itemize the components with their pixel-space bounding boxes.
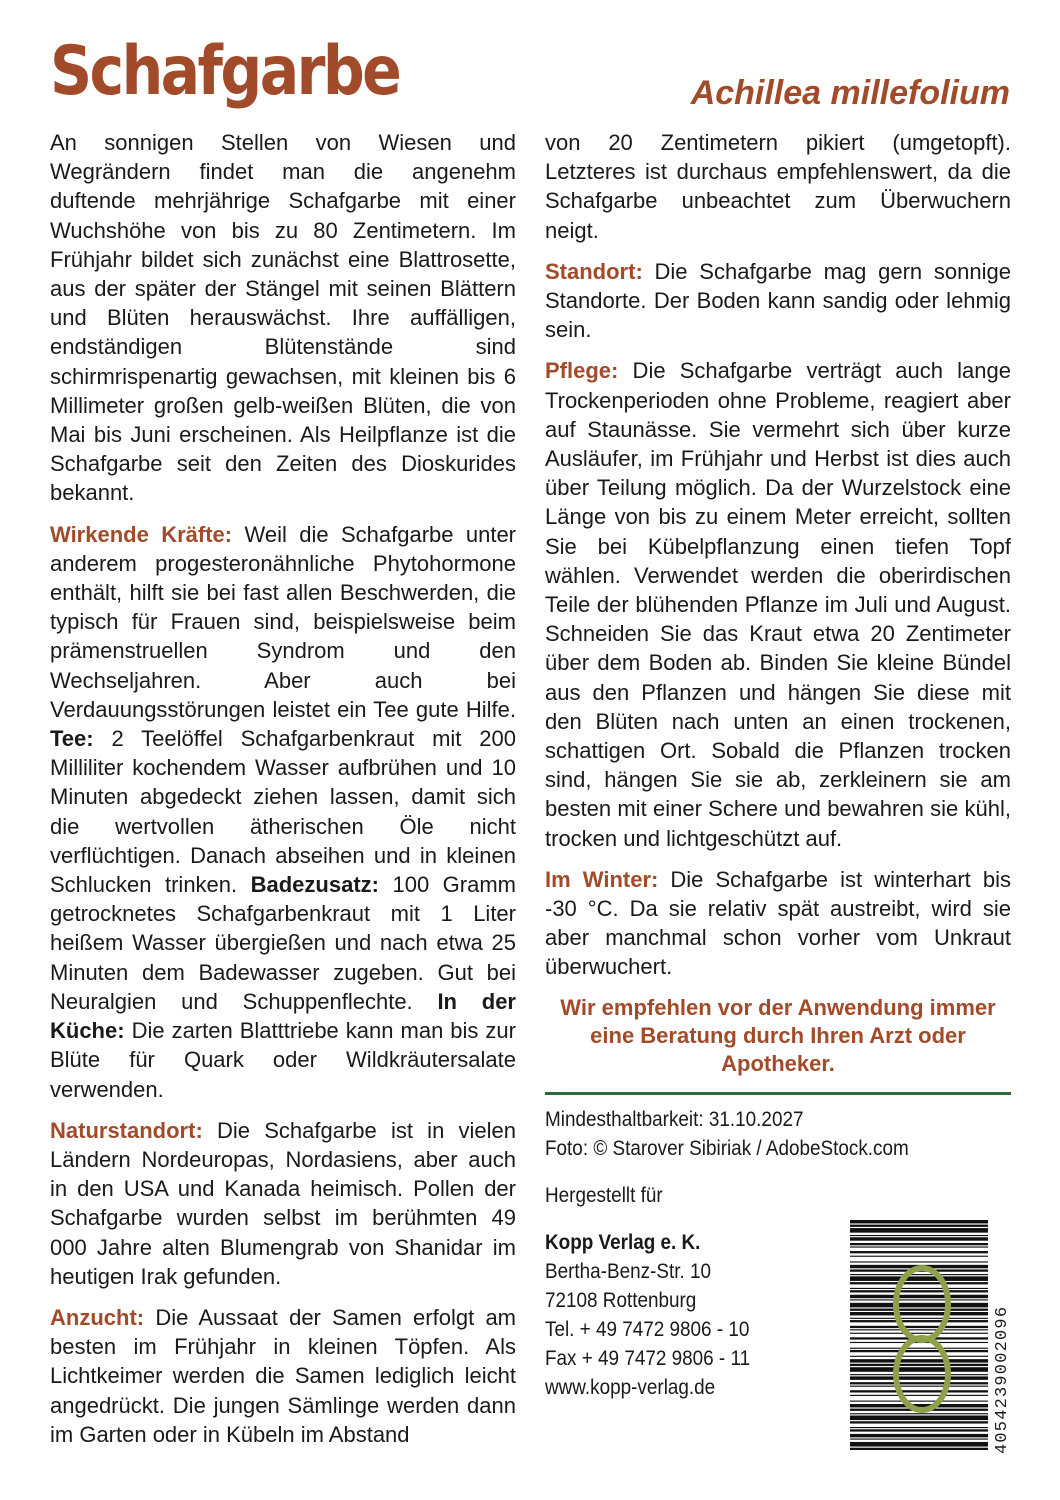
- barcode-bar: [850, 1416, 988, 1421]
- barcode-bar: [850, 1276, 988, 1281]
- barcode-bar: [850, 1251, 988, 1253]
- barcode-bar: [850, 1318, 988, 1319]
- barcode-bar: [850, 1303, 988, 1308]
- company-name: Kopp Verlag e. K.: [545, 1230, 701, 1254]
- right-column: [545, 128, 1011, 1402]
- photo-credit: Foto: © Starover Sibiriak / AdobeStock.com: [545, 1136, 909, 1160]
- barcode: [850, 1218, 1010, 1454]
- barcode-bar: [850, 1309, 988, 1311]
- barcode-bar: [850, 1429, 988, 1431]
- barcode-bar: [850, 1386, 988, 1387]
- barcode-bar: [850, 1374, 988, 1375]
- pflege-heading: Pflege:: [545, 358, 619, 384]
- tee-label: Tee:: [50, 726, 94, 752]
- barcode-bar: [850, 1367, 988, 1372]
- barcode-bar: [850, 1246, 988, 1247]
- divider: [545, 1092, 1011, 1095]
- winter-text: Die Schafgarbe ist winterhart bis -30 °C. Da sie relativ spät austreibt, wird sie aber manchmal schon vorher vom Unkraut überwuchert.: [545, 866, 1011, 980]
- barcode-bar: [850, 1320, 988, 1322]
- latin-name: Achillea millefolium: [690, 74, 1010, 112]
- barcode-bar: [850, 1312, 988, 1315]
- barcode-bar: [850, 1225, 988, 1227]
- naturstandort-paragraph: [50, 1116, 516, 1291]
- anzucht-continued: von 20 Zentimetern pikiert (umgetopft). Letzteres ist durchaus empfehlenswert, da die Schafgarbe unbeachtet zum Überwuchern neigt.: [545, 130, 1011, 243]
- standort-heading: Standort:: [545, 258, 643, 284]
- barcode-bar: [850, 1256, 988, 1257]
- barcode-bar: [850, 1434, 988, 1437]
- barcode-bar: [850, 1295, 988, 1298]
- city: 72108 Rottenburg: [545, 1288, 697, 1312]
- badezusatz-text: 100 Gramm getrocknetes Schafgarbenkraut mit 1 Liter heißem Wasser übergießen und nach etwa 25 Minuten dem Badewasser zugeben. Gut bei Neuralgien und Schuppenflechte.: [50, 872, 516, 1014]
- street: Bertha-Benz-Str. 10: [545, 1259, 711, 1283]
- barcode-bar: [850, 1359, 988, 1362]
- phone: Tel. + 49 7472 9806 - 10: [545, 1317, 750, 1341]
- barcode-bar: [850, 1261, 988, 1262]
- kueche-text: Die zarten Blatttriebe kann man bis zur Blüte für Quark oder Wildkräutersalate verwenden.: [50, 1018, 516, 1102]
- anzucht-heading: Anzucht:: [50, 1304, 145, 1330]
- website-link[interactable]: www.kopp-verlag.de: [545, 1375, 716, 1399]
- naturstandort-text: Die Schafgarbe ist in vielen Ländern Nordeuropas, Nordasiens, aber auch in den USA und Kanada heimisch. Pollen der Schafgarbe wurden selbst im berühmten 49 000 Jahre alten Blumengrab von Shanidar im heutigen Irak gefunden.: [50, 1117, 516, 1289]
- barcode-bar: [850, 1333, 988, 1334]
- standort-paragraph: [545, 257, 1011, 345]
- barcode-bars: [850, 1220, 988, 1450]
- product-title: Schafgarbe: [50, 32, 400, 111]
- fax: Fax + 49 7472 9806 - 11: [545, 1346, 751, 1370]
- intro-paragraph: An sonnigen Stellen von Wiesen und Wegrändern findet man die angenehm duftende mehrjährige Schafgarbe mit einer Wuchshöhe von bis zu 80 Zentimetern. Im Frühjahr bildet sich zunächst eine Blattrosette, aus der später der Stängel mit seinen Blättern und Blüten herauswächst. Ihre auffälligen, endständigen Blütenstände sind schirmrispenartig gewachsen, mit kleinen bis 6 Millimeter großen gelb-weißen Blüten, die von Mai bis Juni erscheinen. Als Heilpflanze ist die Schafgarbe seit den Zeiten des Dioskurides bekannt.: [50, 130, 516, 506]
- barcode-bar: [850, 1401, 988, 1402]
- barcode-bar: [850, 1442, 988, 1447]
- barcode-number: 4054239002096: [993, 1305, 1012, 1454]
- barcode-bar: [850, 1235, 988, 1236]
- barcode-bar: [850, 1395, 988, 1396]
- barcode-bar: [850, 1364, 988, 1366]
- barcode-bar: [850, 1237, 988, 1240]
- anzucht-text: Die Aussaat der Samen erfolgt am besten im Frühjahr in kleinen Töpfen. Als Lichtkeimer werden die Samen lediglich leicht angedrückt. Die jungen Sämlinge werden dann im Garten oder in Kübeln im Abstand: [50, 1304, 516, 1447]
- left-column: [50, 128, 516, 1461]
- pflege-paragraph: [545, 356, 1011, 852]
- tee-text: 2 Teelöffel Schafgarbenkraut mit 200 Milliliter kochendem Wasser aufbrühen und 10 Minuten abgedeckt ziehen lassen, damit sich die wertvollen ätherischen Öle nicht verflüchtigen. Danach abseihen und in kleinen Schlucken trinken.: [50, 726, 516, 898]
- barcode-bar: [850, 1329, 988, 1330]
- barcode-bar: [850, 1427, 988, 1428]
- barcode-bar: [850, 1421, 988, 1423]
- winter-paragraph: [545, 865, 1011, 982]
- barcode-bar: [850, 1448, 988, 1450]
- best-before: Mindesthaltbarkeit: 31.10.2027: [545, 1107, 804, 1131]
- barcode-bar: [850, 1299, 988, 1300]
- barcode-bar: [850, 1228, 988, 1233]
- barcode-bar: [850, 1390, 988, 1392]
- made-for-label: Hergestellt für: [545, 1183, 663, 1207]
- wirkende-text: Weil die Schafgarbe unter anderem progesteronähnliche Phytohormone enthält, hilft sie bei fast allen Beschwerden, die typisch für Frauen sind, beispielsweise beim prämenstruellen Syndrom und den Wechseljahren. Aber auch bei Verdauungsstörungen leistet ein Tee gute Hilfe.: [50, 521, 517, 722]
- barcode-bar: [850, 1282, 988, 1284]
- barcode-bar: [850, 1439, 988, 1440]
- barcode-bar: [850, 1356, 988, 1357]
- kueche-label: In der Küche:: [50, 988, 516, 1044]
- badezusatz-label: Badezusatz:: [250, 872, 379, 898]
- doctor-advice: Wir empfehlen vor der Anwendung immer eine Beratung durch Ihren Arzt oder Apotheker.: [560, 994, 996, 1076]
- anzucht-paragraph: [50, 1303, 516, 1449]
- naturstandort-heading: Naturstandort:: [50, 1117, 203, 1143]
- barcode-bar: [850, 1220, 988, 1223]
- standort-text: Die Schafgarbe mag gern sonnige Standorte. Der Boden kann sandig oder lehmig sein.: [545, 258, 1011, 343]
- barcode-bar: [850, 1290, 988, 1292]
- barcode-bar: [850, 1274, 988, 1275]
- barcode-bar: [850, 1348, 988, 1349]
- barcode-bar: [850, 1413, 988, 1414]
- barcode-bar: [850, 1350, 988, 1352]
- wirkende-kraefte-heading: Wirkende Kräfte:: [50, 521, 233, 547]
- pflege-text: Die Schafgarbe verträgt auch lange Trockenperioden ohne Probleme, reagiert aber auf Staunässe. Sie vermehrt sich über kurze Ausläufer, im Frühjahr und Herbst ist dies auch über Teilung möglich. Da der Wurzelstock eine Länge von bis zu einem Meter erreicht, sollten Sie bei Kübelpflanzung einen tiefen Topf wählen. Verwendet werden die oberirdischen Teile der blühenden Pflanze im Juli und August. Schneiden Sie das Kraut etwa 20 Zentimeter über dem Boden ab. Binden Sie kleine Bündel aus den Pflanzen und hängen Sie diese mit den Blüten nach unten an einen trockenen, schattigen Ort. Sobald die Pflanzen trocken sind, hängen Sie sie ab, zerkleinern sie am besten mit einer Schere und bewahren sie kühl, trocken und lichtgeschützt auf.: [545, 358, 1011, 851]
- barcode-bar: [850, 1382, 988, 1384]
- barcode-bar: [850, 1376, 988, 1379]
- barcode-bar: [850, 1243, 988, 1245]
- winter-heading: Im Winter:: [545, 866, 659, 892]
- barcode-bar: [850, 1326, 988, 1328]
- barcode-bar: [850, 1288, 988, 1289]
- wirkende-kraefte-paragraph: [50, 520, 516, 1104]
